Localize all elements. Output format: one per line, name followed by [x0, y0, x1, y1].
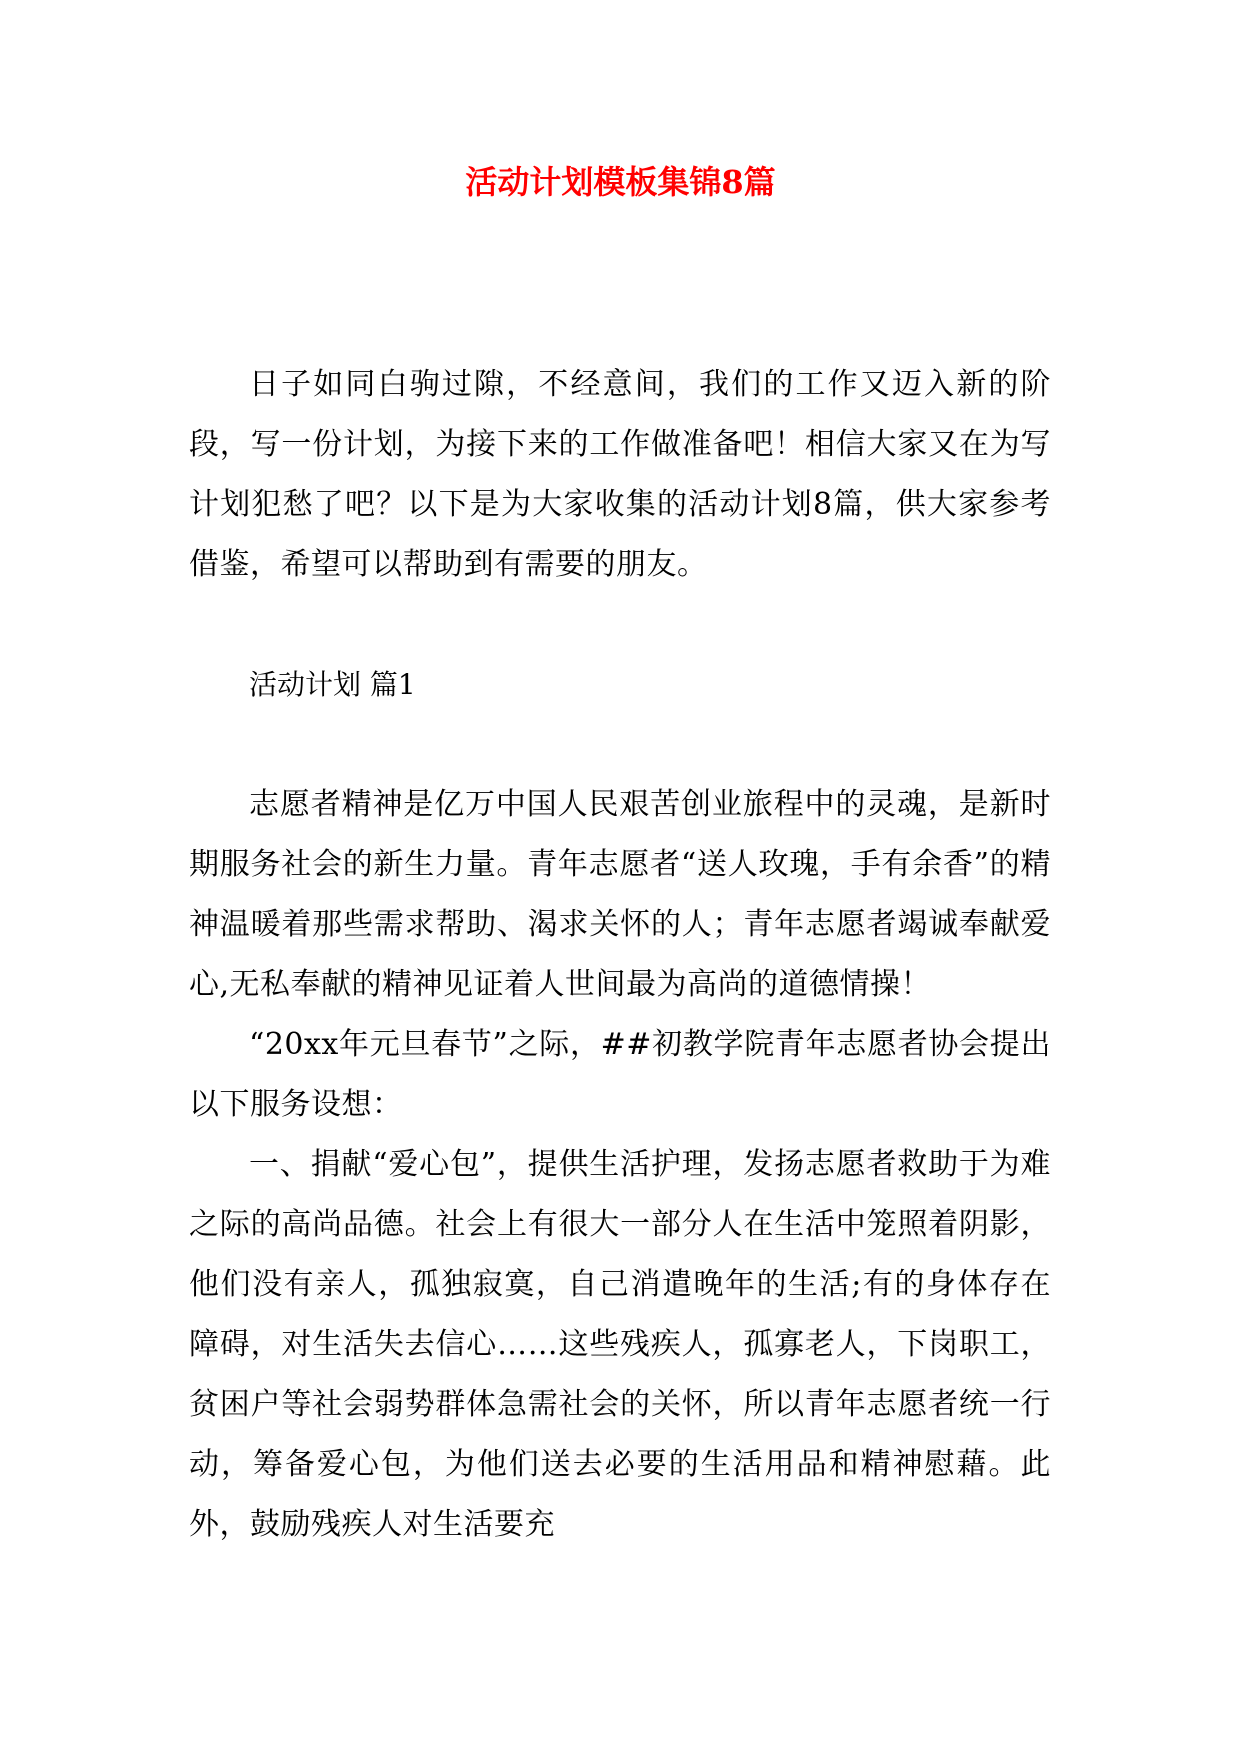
spacer [189, 715, 1051, 775]
body-paragraph-2: “20xx年元旦春节”之际，##初教学院青年志愿者协会提出以下服务设想： [189, 1027, 1051, 1122]
section-heading: 活动计划 篇1 [249, 668, 416, 701]
body-paragraph-3: 一、捐献“爱心包”，提供生活护理，发扬志愿者救助于为难之际的高尚品德。社会上有很大一部分人在生活中笼照着阴影，他们没有亲人，孤独寂寞，自己消遣晚年的生活;有的身体存在障碍，对生活失去信心……这些残疾人，孤寡老人，下岗职工，贫困户等社会弱势群体急需社会的关怀，所以青年志愿者统一行动，筹备爱心包，为他们送去必要的生活用品和精神慰藉。此外，鼓励残疾人对生活要充 [189, 1147, 1051, 1542]
body-paragraph-1: 志愿者精神是亿万中国人民艰苦创业旅程中的灵魂，是新时期服务社会的新生力量。青年志愿者“送人玫瑰，手有余香”的精神温暖着那些需求帮助、渴求关怀的人；青年志愿者竭诚奉献爱心,无私奉献的精神见证着人世间最为高尚的道德情操！ [189, 787, 1051, 1002]
intro-paragraph: 日子如同白驹过隙，不经意间，我们的工作又迈入新的阶段，写一份计划，为接下来的工作做准备吧！相信大家又在为写计划犯愁了吧？以下是为大家收集的活动计划8篇，供大家参考借鉴，希望可以帮助到有需要的朋友。 [189, 367, 1051, 582]
document-title: 活动计划模板集锦8篇 [465, 163, 776, 201]
document-body [189, 355, 1051, 1555]
spacer [189, 595, 1051, 655]
